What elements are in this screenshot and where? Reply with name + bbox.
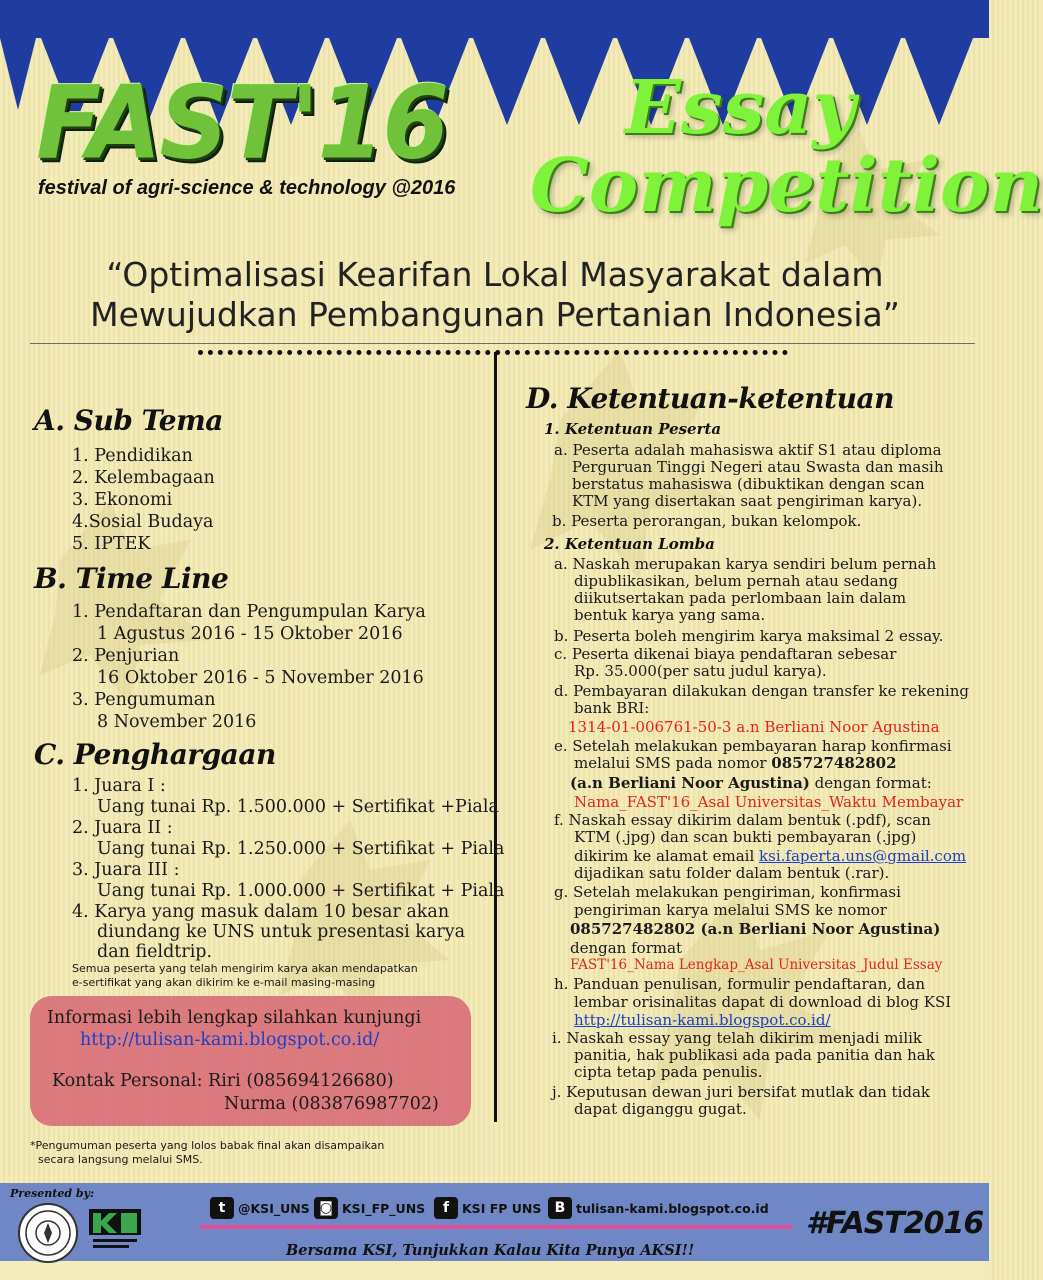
- lomba-i: i. Naskah essay yang telah dikirim menjadi milik: [552, 1029, 923, 1047]
- lomba-f: dijadikan satu folder dalam bentuk (.rar).: [574, 864, 890, 882]
- instagram-icon: ◙: [314, 1197, 338, 1219]
- lomba-b: b. Peserta boleh mengirim karya maksimal 2 essay.: [554, 627, 944, 645]
- lomba-g: g. Setelah melakukan pengiriman, konfirmasi: [554, 883, 901, 901]
- sub-tema-item: 5. IPTEK: [72, 534, 151, 554]
- confirm-format: FAST'16_Nama Lengkap_Asal Universitas_Judul Essay: [570, 957, 943, 973]
- email-link[interactable]: ksi.faperta.uns@gmail.com: [759, 847, 967, 865]
- twitter-icon: t: [210, 1197, 234, 1219]
- certificate-note: e-sertifikat yang akan dikirim ke e-mail masing-masing: [72, 976, 376, 989]
- peserta-b: b. Peserta perorangan, bukan kelompok.: [552, 512, 862, 530]
- theme-rule: [30, 343, 975, 344]
- prize-item4: diundang ke UNS untuk presentasi karya: [97, 922, 466, 942]
- lomba-e-text: melalui SMS pada nomor: [574, 754, 772, 772]
- lomba-a: bentuk karya yang sama.: [574, 606, 766, 624]
- twitter-handle[interactable]: [210, 1196, 310, 1220]
- event-title: [530, 65, 1043, 229]
- ksi-logo: [87, 1205, 143, 1255]
- format-label: dengan format:: [809, 774, 932, 792]
- lomba-e: [574, 755, 897, 772]
- lomba-i: cipta tetap pada penulis.: [574, 1063, 763, 1081]
- lomba-i: panitia, hak publikasi ada pada panitia dan hak: [574, 1046, 935, 1064]
- lomba-a: dipublikasikan, belum pernah atau sedang: [574, 572, 898, 590]
- lomba-e: e. Setelah melakukan pembayaran harap konfirmasi: [554, 737, 952, 755]
- info-link[interactable]: http://tulisan-kami.blogspot.co.id/: [80, 1030, 380, 1050]
- timeline-date: 16 Oktober 2016 - 5 November 2016: [97, 668, 424, 688]
- sub-tema-item: 4.Sosial Budaya: [72, 512, 214, 532]
- footnote: secara langsung melalui SMS.: [38, 1153, 203, 1166]
- ketentuan-lomba-heading: 2. Ketentuan Lomba: [544, 535, 715, 553]
- uns-emblem-icon: [20, 1205, 76, 1261]
- lomba-d: d. Pembayaran dilakukan dengan transfer ke rekening: [554, 682, 969, 700]
- lomba-g: dengan format: [570, 939, 683, 957]
- peserta-a: a. Peserta adalah mahasiswa aktif S1 atau diploma: [554, 441, 942, 459]
- sub-tema-item: 2. Kelembagaan: [72, 468, 215, 488]
- lomba-g: pengiriman karya melalui SMS ke nomor: [574, 901, 887, 919]
- logo-tagline: festival of agri-science & technology @2016: [38, 177, 456, 199]
- prize-label: 2. Juara II :: [72, 818, 173, 838]
- lomba-h: h. Panduan penulisan, formulir pendaftaran, dan: [554, 975, 925, 993]
- column-divider: [494, 352, 497, 1122]
- lomba-a: a. Naskah merupakan karya sendiri belum pernah: [554, 555, 937, 573]
- lomba-d: bank BRI:: [574, 699, 650, 717]
- fast16-logo: [36, 64, 506, 200]
- event-title-line2: Competition: [530, 142, 1043, 229]
- lomba-j: j. Keputusan dewan juri bersifat mutlak dan tidak: [552, 1083, 931, 1101]
- hashtag: #FAST2016: [806, 1206, 984, 1241]
- lomba-a: diikutsertakan pada perlombaan lain dalam: [574, 589, 907, 607]
- timeline-item: 2. Penjurian: [72, 646, 180, 666]
- facebook-icon: f: [434, 1197, 458, 1219]
- timeline-heading: B. Time Line: [34, 562, 229, 595]
- contact-riri: Kontak Personal: Riri (085694126680): [52, 1071, 394, 1091]
- lomba-e: [570, 775, 932, 792]
- timeline-item: 3. Pengumuman: [72, 690, 216, 710]
- lomba-f: f. Naskah essay dikirim dalam bentuk (.pdf), scan: [554, 811, 931, 829]
- sub-tema-item: 1. Pendidikan: [72, 446, 193, 466]
- presented-by: Presented by:: [10, 1187, 94, 1200]
- blogger-icon: B: [548, 1197, 572, 1219]
- footer-bottom-strip: [0, 1261, 989, 1280]
- phone-number: 085727482802: [771, 754, 897, 772]
- prize-item4: 4. Karya yang masuk dalam 10 besar akan: [72, 902, 450, 922]
- confirm-contact: 085727482802 (a.n Berliani Noor Agustina): [570, 920, 941, 938]
- instagram-label: KSI_FP_UNS: [342, 1200, 426, 1216]
- theme-title: [20, 255, 970, 336]
- prize-item4: dan fieldtrip.: [97, 942, 213, 962]
- prize-value: Uang tunai Rp. 1.250.000 + Sertifikat + Piala: [97, 839, 505, 859]
- prize-value: Uang tunai Rp. 1.000.000 + Sertifikat + Piala: [97, 881, 505, 901]
- footer-pink-rule: [200, 1225, 792, 1229]
- blog-handle[interactable]: [548, 1196, 769, 1220]
- ksi-emblem-icon: [87, 1205, 143, 1255]
- sub-tema-item: 3. Ekonomi: [72, 490, 173, 510]
- blog-label: tulisan-kami.blogspot.co.id: [576, 1200, 769, 1216]
- lomba-f: KTM (.jpg) dan scan bukti pembayaran (.jpg): [574, 828, 917, 846]
- event-title-line1: Essay: [624, 65, 856, 151]
- uns-logo: [18, 1203, 78, 1263]
- prize-value: Uang tunai Rp. 1.500.000 + Sertifikat +Piala: [97, 797, 499, 817]
- lomba-f-text: dikirim ke alamat email: [574, 847, 760, 865]
- lomba-c: c. Peserta dikenai biaya pendaftaran sebesar: [554, 645, 897, 663]
- lomba-h: lembar orisinalitas dapat di download di blog KSI: [574, 993, 952, 1011]
- theme-line2: Mewujudkan Pembangunan Pertanian Indonesia”: [90, 295, 900, 335]
- penghargaan-heading: C. Penghargaan: [34, 738, 276, 771]
- timeline-date: 8 November 2016: [97, 712, 257, 732]
- prize-label: 3. Juara III :: [72, 860, 180, 880]
- lomba-j: dapat diganggu gugat.: [574, 1100, 747, 1118]
- footnote: *Pengumuman peserta yang lolos babak final akan disampaikan: [30, 1139, 385, 1152]
- peserta-a: KTM yang disertakan saat pengiriman karya).: [572, 492, 923, 510]
- timeline-item: 1. Pendaftaran dan Pengumpulan Karya: [72, 602, 426, 622]
- ketentuan-heading: D. Ketentuan-ketentuan: [526, 382, 894, 415]
- contact-nurma: Nurma (083876987702): [224, 1094, 439, 1114]
- prize-label: 1. Juara I :: [72, 776, 166, 796]
- certificate-note: Semua peserta yang telah mengirim karya akan mendapatkan: [72, 962, 418, 975]
- instagram-handle[interactable]: [314, 1196, 425, 1220]
- footer-tagline: Bersama KSI, Tunjukkan Kalau Kita Punya AKSI!!: [286, 1242, 695, 1259]
- peserta-a: Perguruan Tinggi Negeri atau Swasta dan masih: [572, 458, 944, 476]
- bank-account: 1314-01-006761-50-3 a.n Berliani Noor Agustina: [568, 718, 940, 736]
- account-name: (a.n Berliani Noor Agustina): [570, 774, 810, 792]
- dotted-divider: [198, 350, 788, 355]
- info-text: Informasi lebih lengkap silahkan kunjungi: [47, 1008, 422, 1028]
- lomba-c: Rp. 35.000(per satu judul karya).: [574, 662, 827, 680]
- timeline-date: 1 Agustus 2016 - 15 Oktober 2016: [97, 624, 403, 644]
- blog-link[interactable]: http://tulisan-kami.blogspot.co.id/: [574, 1011, 831, 1029]
- sub-tema-heading: A. Sub Tema: [34, 404, 223, 437]
- twitter-label: @KSI_UNS: [238, 1200, 310, 1216]
- peserta-a: berstatus mahasiswa (dibuktikan dengan scan: [572, 475, 925, 493]
- payment-format: Nama_FAST'16_Asal Universitas_Waktu Membayar: [574, 793, 964, 811]
- ketentuan-peserta-heading: 1. Ketentuan Peserta: [544, 420, 722, 438]
- lomba-f: [574, 848, 966, 865]
- facebook-handle[interactable]: [434, 1196, 541, 1220]
- facebook-label: KSI FP UNS: [462, 1200, 542, 1216]
- logo-title: FAST'16: [36, 64, 448, 182]
- theme-line1: “Optimalisasi Kearifan Lokal Masyarakat dalam: [106, 255, 884, 294]
